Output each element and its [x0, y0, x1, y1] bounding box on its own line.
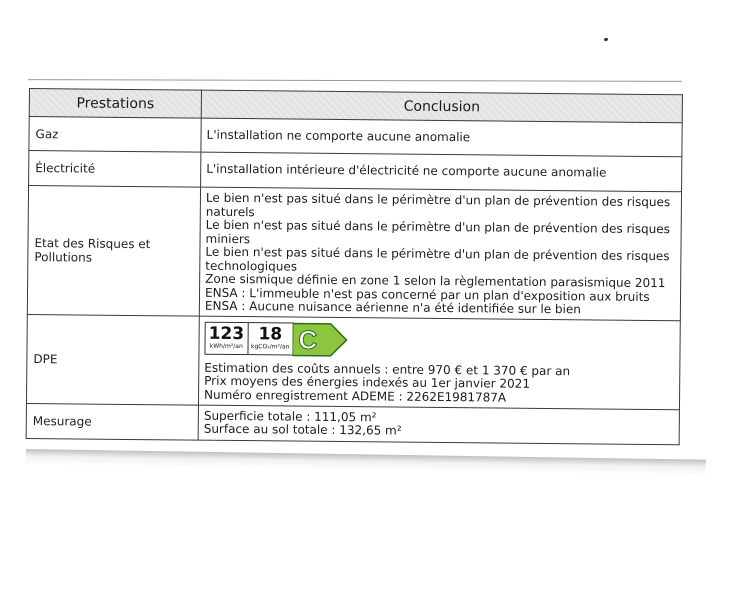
- dpe-energy-cell: [205, 322, 247, 353]
- label-mesurage: Mesurage: [26, 403, 198, 440]
- value-risques: [199, 187, 681, 320]
- risques-line: ENSA : L'immeuble n'est pas concerné par un plan d'exposition aux bruits: [204, 285, 650, 304]
- value-dpe: [198, 316, 680, 410]
- label-dpe: DPE: [26, 314, 199, 405]
- label-risques-text: Etat des Risques et Pollutions: [34, 235, 151, 265]
- dpe-ges-value: 18: [258, 323, 283, 344]
- dpe-energy-unit: kWh/m²/an: [209, 342, 243, 350]
- scan-shadow: [26, 449, 706, 476]
- dpe-label: [204, 321, 673, 360]
- diagnostics-table: [26, 88, 683, 445]
- risques-line: Le bien n'est pas situé dans le périmètre d'un plan de prévention des risques miniers: [205, 217, 670, 246]
- value-mesurage: [198, 405, 679, 445]
- table-row-risques: [27, 186, 681, 321]
- dpe-ges-unit: kgCO₂/m²/an: [250, 342, 290, 351]
- scan-speck: [604, 37, 609, 41]
- risques-line: Le bien n'est pas situé dans le périmètre d'un plan de prévention des risques technologiques: [205, 244, 670, 274]
- risques-line: Zone sismique définie en zone 1 selon la règlementation parasismique 2011: [205, 271, 666, 291]
- mesurage-line: Superficie totale : 111,05 m²: [203, 408, 377, 424]
- dpe-line: Estimation des coûts annuels : entre 970 € et 1 370 € par an: [204, 360, 571, 378]
- value-electricite: L'installation intérieure d'électricité ne comporte aucune anomalie: [201, 152, 682, 192]
- dpe-line: Prix moyens des énergies indexés au 1er janvier 2021: [204, 373, 531, 391]
- label-risques: [27, 186, 200, 316]
- dpe-ges-cell: [247, 323, 293, 354]
- table-row-dpe: [26, 314, 680, 410]
- risques-line: ENSA : Aucune nuisance aérienne n'a été identifiée sur le bien: [204, 298, 581, 317]
- dpe-class-letter: C: [298, 324, 318, 355]
- label-gaz: Gaz: [29, 117, 201, 153]
- dpe-line: Numéro enregistrement ADEME : 2262E1981787A: [204, 387, 507, 405]
- diagnostics-summary-document: [26, 88, 682, 445]
- mesurage-line: Surface au sol totale : 132,65 m²: [203, 421, 402, 438]
- dpe-class-arrow: [292, 322, 348, 357]
- dpe-values-box: [204, 321, 293, 355]
- risques-line: Le bien n'est pas situé dans le périmètre d'un plan de prévention des risques naturels: [205, 190, 671, 219]
- label-electricite: Électricité: [29, 151, 201, 188]
- value-gaz: L'installation ne comporte aucune anomalie: [201, 118, 682, 157]
- scan-edge-line: [28, 79, 682, 82]
- table-row-mesurage: [26, 403, 679, 444]
- dpe-energy-value: 123: [208, 323, 245, 344]
- header-conclusion: Conclusion: [201, 90, 682, 123]
- header-prestations: Prestations: [29, 89, 201, 119]
